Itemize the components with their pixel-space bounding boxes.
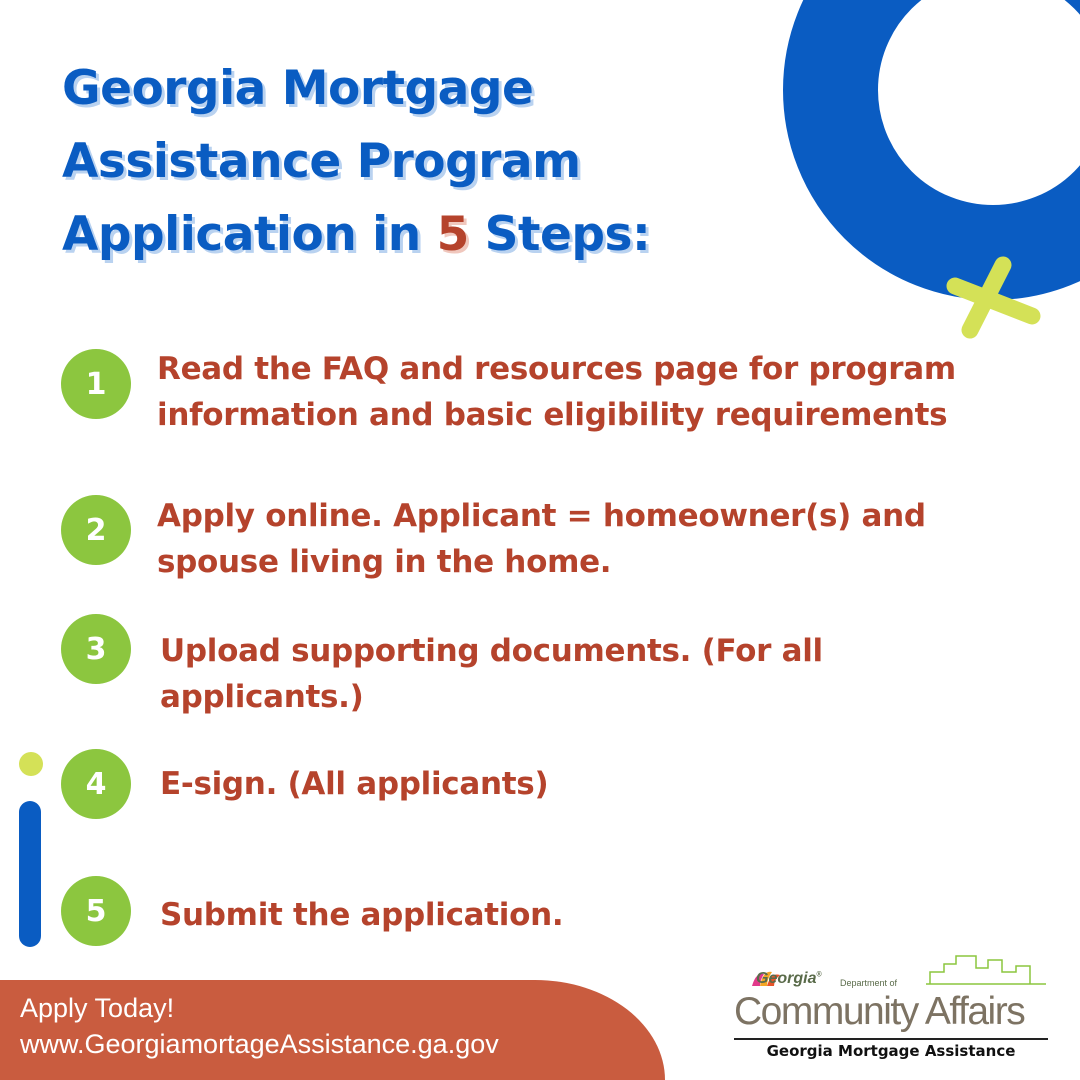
step-1-text: [157, 346, 956, 438]
title-line-2: Assistance Program: [62, 134, 581, 189]
title-line-3-prefix: Application in: [62, 207, 437, 262]
logo-department-text: Department of: [840, 978, 898, 988]
logo-subtitle: Georgia Mortgage Assistance: [766, 1042, 1016, 1060]
footer-banner: [0, 980, 665, 1080]
step-4-line-1: E-sign. (All applicants): [160, 766, 549, 802]
step-4-badge: [61, 749, 131, 819]
title-line-3-suffix: Steps:: [468, 207, 651, 262]
logo-divider: [734, 1038, 1048, 1040]
step-3-line-2: applicants.): [160, 679, 364, 715]
apply-today-text: Apply Today!: [20, 993, 175, 1023]
step-4-text: [160, 761, 548, 807]
step-3-number: 3: [85, 631, 107, 667]
website-link[interactable]: www.GeorgiamortageAssistance.ga.gov: [20, 1029, 499, 1059]
dca-logo: [730, 952, 1050, 1067]
step-3-badge: [61, 614, 131, 684]
step-1-line-1: Read the FAQ and resources page for program: [157, 351, 956, 387]
step-4-number: 4: [85, 766, 107, 802]
step-5-number: 5: [85, 893, 107, 929]
step-5-line-1: Submit the application.: [160, 897, 564, 933]
step-2-number: 2: [85, 512, 107, 548]
step-1-line-2: information and basic eligibility requirements: [157, 397, 948, 433]
step-1-number: 1: [85, 366, 107, 402]
blue-ring-decoration: [783, 0, 1080, 300]
step-1-badge: [61, 349, 131, 419]
lime-dot-decoration: [19, 752, 43, 776]
step-2-line-2: spouse living in the home.: [157, 544, 612, 580]
logo-community-affairs: Community Affairs: [734, 990, 1025, 1033]
step-5-badge: [61, 876, 131, 946]
logo-georgia-wordmark: Georgia®: [756, 970, 822, 987]
step-2-line-1: Apply online. Applicant = homeowner(s) and: [157, 498, 926, 534]
step-3-line-1: Upload supporting documents. (For all: [160, 633, 823, 669]
page-title: [62, 52, 762, 271]
step-2-text: [157, 493, 926, 585]
step-3-text: [160, 628, 823, 720]
title-step-count: 5: [436, 207, 469, 262]
step-2-badge: [61, 495, 131, 565]
blue-bar-decoration: [19, 801, 41, 947]
step-5-text: [160, 892, 563, 938]
title-line-1: Georgia Mortgage: [62, 61, 534, 116]
